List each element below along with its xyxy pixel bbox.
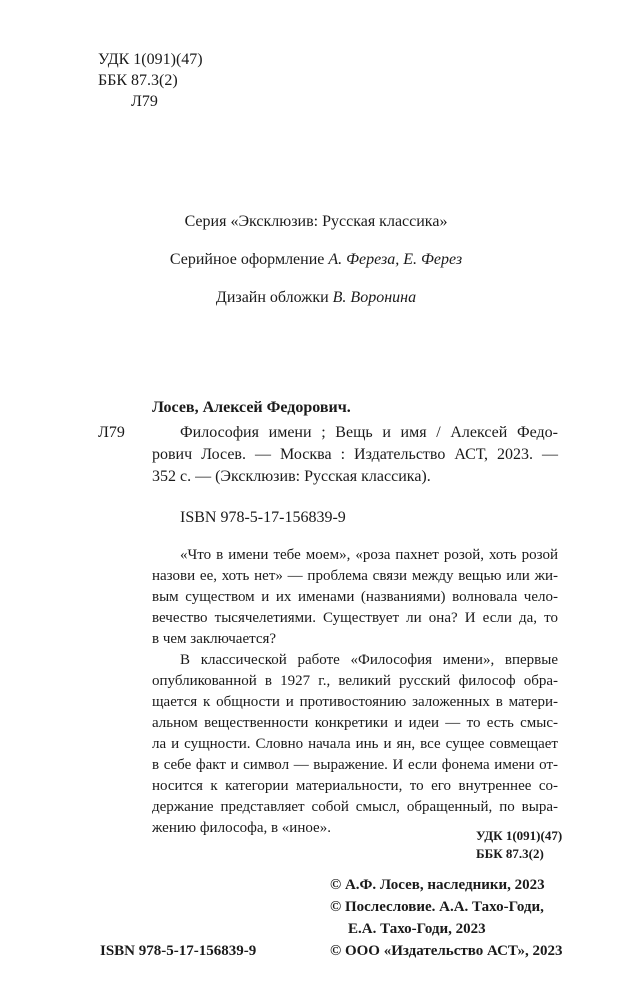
copyright-line: © ООО «Издательство АСТ», 2023 <box>330 943 563 959</box>
copyright-line: Е.А. Тахо-Годи, 2023 <box>348 921 486 937</box>
cover-design-label: Дизайн обложки <box>215 289 333 306</box>
annotation-line: носится к категории материальности, то его внутреннее со- <box>152 778 558 794</box>
annotation-line: в чем заключается? <box>152 631 277 647</box>
series-design-label: Серийное оформление <box>169 251 329 268</box>
annotation-line: держание представляет собой смысл, обращенный, по выра- <box>152 799 558 815</box>
bbk-bottom: ББК 87.3(2) <box>476 846 544 861</box>
annotation-line: щается к общности и противостоянию заложенных в матери- <box>152 694 558 710</box>
catalog-line: рович Лосев. — Москва : Издательство АСТ, 2023. — <box>152 446 558 463</box>
udk-top: УДК 1(091)(47) <box>98 51 203 68</box>
annotation-line: в себе факт и символ — выражение. И если фонема имени от- <box>152 757 558 773</box>
annotation-line: назови ее, хоть нет» — проблема связи между вещью или жи- <box>152 568 558 584</box>
annotation-line: альном вещественности конкретики и идеи — то есть смыс- <box>152 715 558 731</box>
catalog-line: Философия имени ; Вещь и имя / Алексей Федо- <box>180 424 558 441</box>
annotation-line: вечество тысячелетиями. Существует ли она? И если да, то <box>152 610 558 626</box>
cover-design-name: В. Воронина <box>332 289 417 306</box>
series-line: Серия «Эксклюзив: Русская классика» <box>184 213 448 230</box>
series-design-names: А. Фереза, Е. Ферез <box>328 251 463 268</box>
series-design-line <box>0 250 632 270</box>
cover-design-line <box>0 288 632 308</box>
annotation-line: «Что в имени тебе моем», «роза пахнет розой, хоть розой <box>180 547 558 563</box>
isbn-bottom: ISBN 978-5-17-156839-9 <box>100 943 257 959</box>
annotation-line: жению философа, в «иное». <box>152 820 331 836</box>
author-sign-top: Л79 <box>131 93 158 110</box>
annotation-line: В классической работе «Философия имени», впервые <box>180 652 558 668</box>
annotation-line: вым существом и их именами (названиями) волновала чело- <box>152 589 558 605</box>
annotation-line: ла и сущности. Словно начала инь и ян, все сущее совмещает <box>152 736 558 752</box>
bbk-top: ББК 87.3(2) <box>98 72 178 89</box>
catalog-author: Лосев, Алексей Федорович. <box>152 399 351 416</box>
udk-bottom: УДК 1(091)(47) <box>476 828 563 843</box>
annotation-line: опубликованной в 1927 г., великий русский философ обра- <box>152 673 558 689</box>
copyright-line: © А.Ф. Лосев, наследники, 2023 <box>330 877 545 893</box>
catalog-line: 352 с. — (Эксклюзив: Русская классика). <box>152 468 431 485</box>
catalog-author-sign: Л79 <box>98 424 125 441</box>
catalog-isbn: ISBN 978-5-17-156839-9 <box>180 509 346 526</box>
copyright-line: © Послесловие. А.А. Тахо-Годи, <box>330 899 544 915</box>
